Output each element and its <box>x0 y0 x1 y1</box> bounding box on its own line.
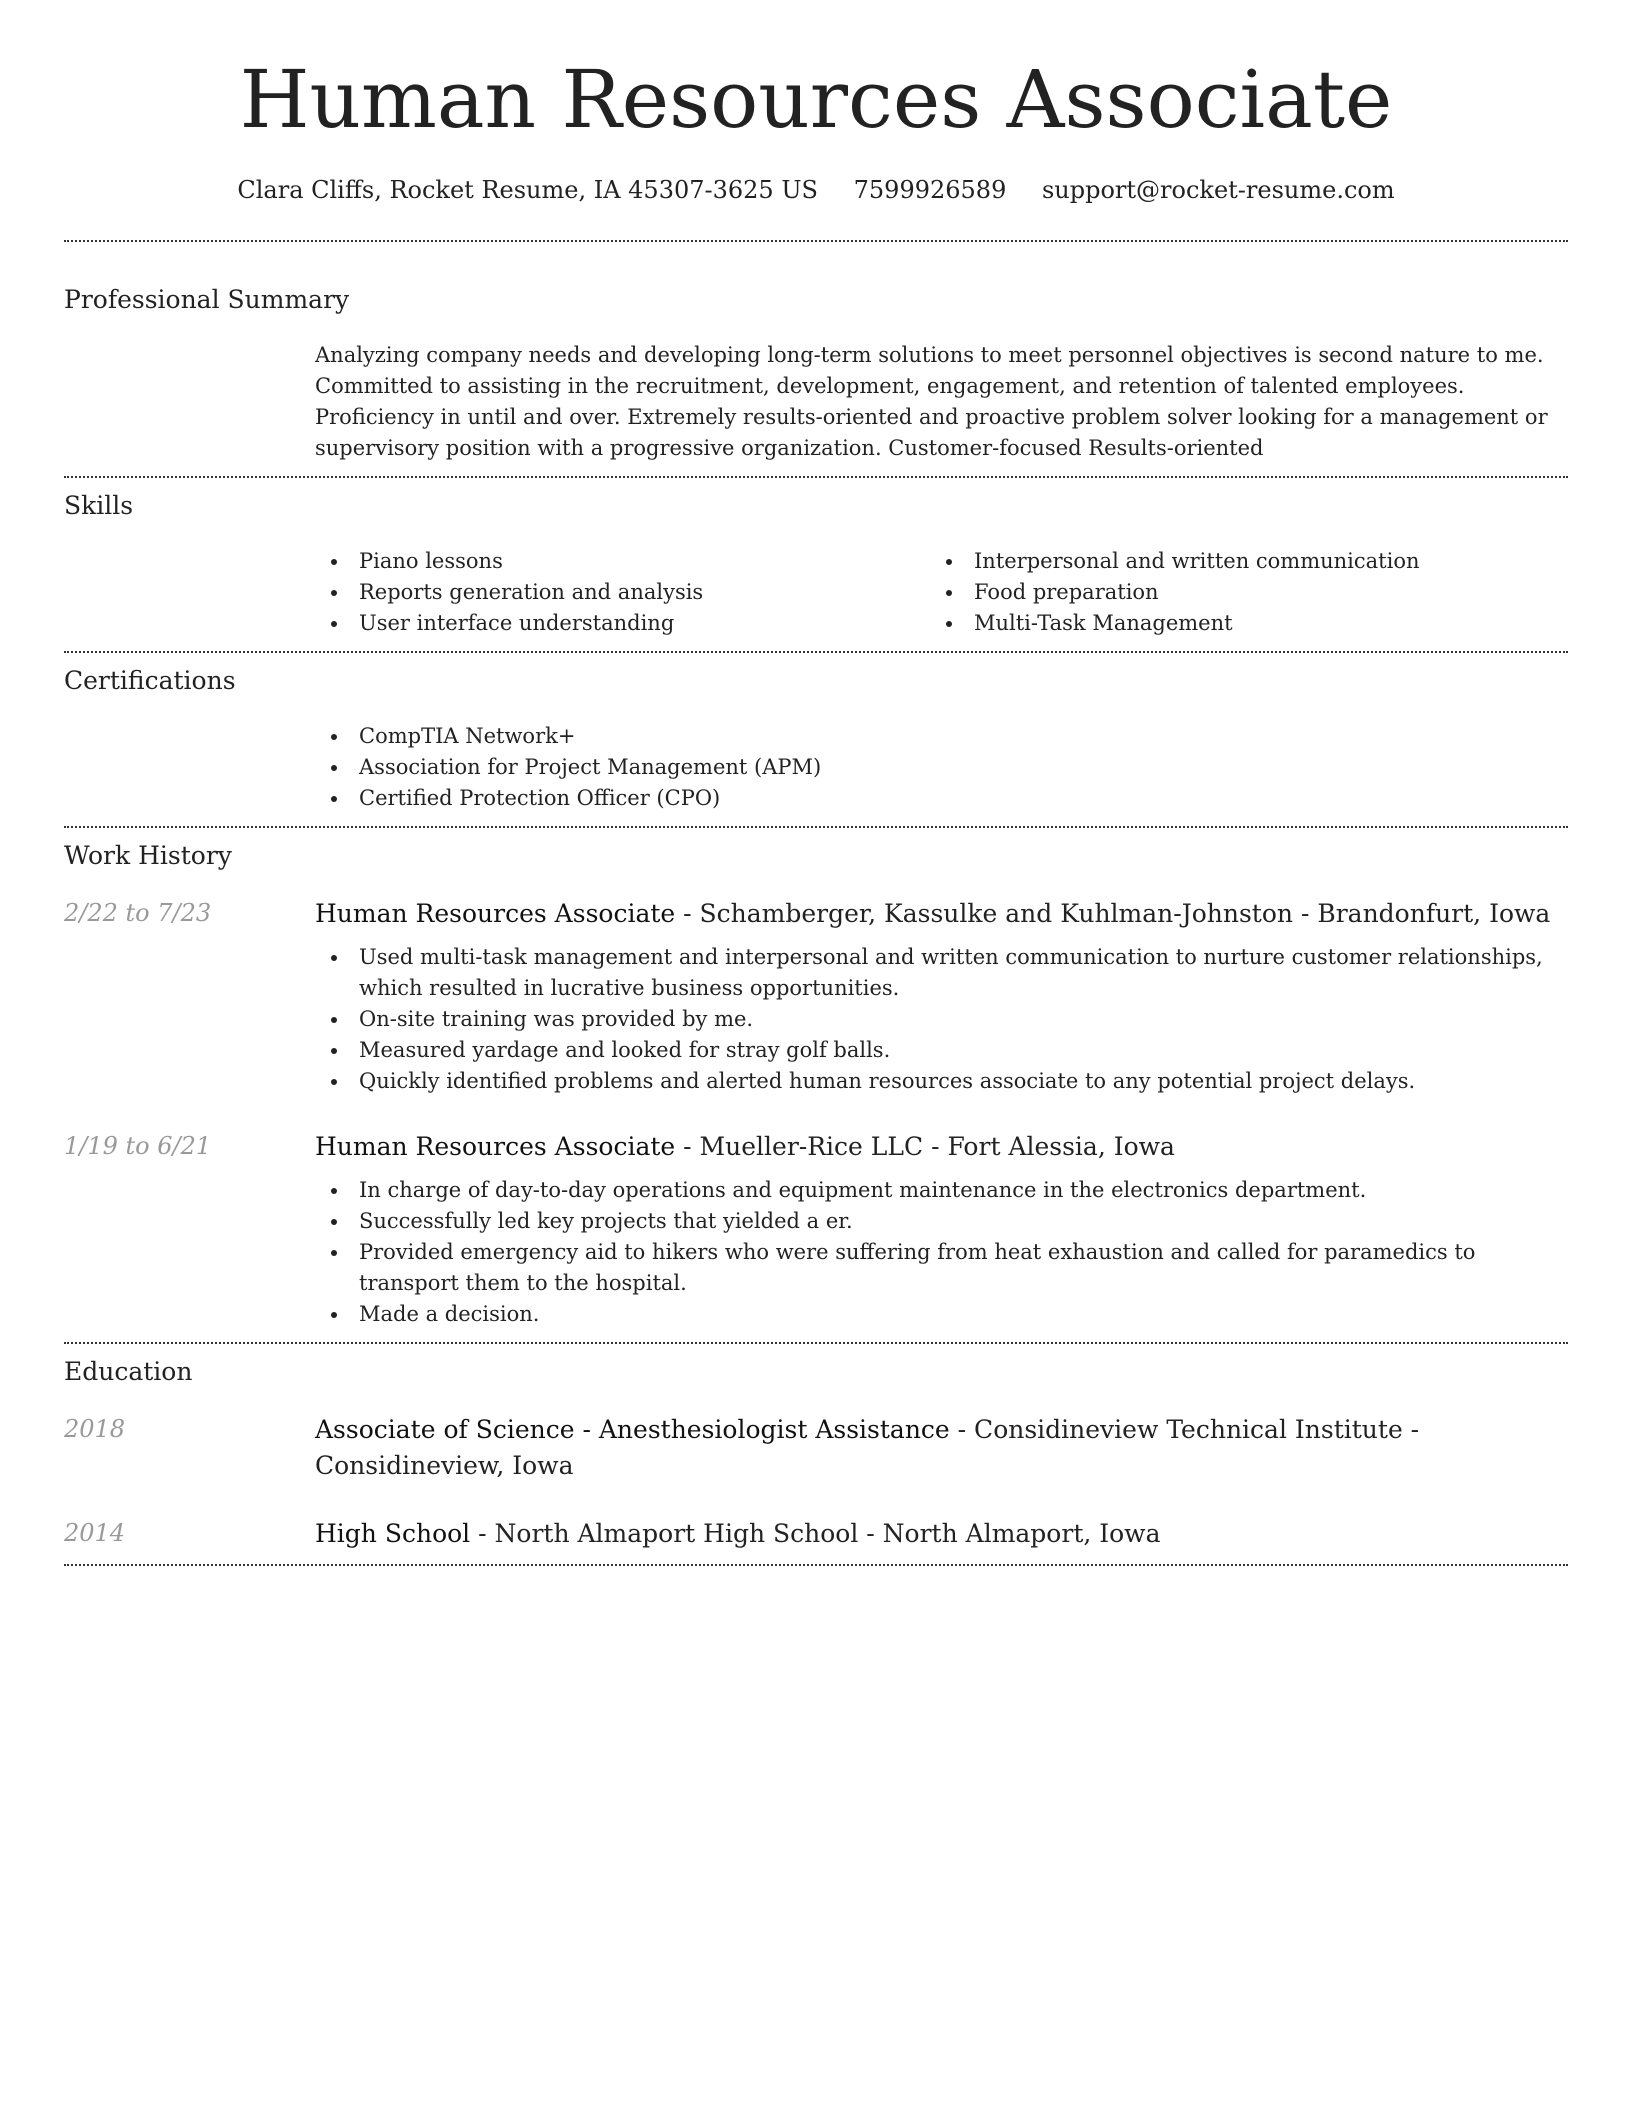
job-bullet: Provided emergency aid to hikers who were suffering from heat exhaustion and called for paramedics to transport them to the hospital. <box>315 1237 1568 1299</box>
skill-item: Piano lessons <box>315 546 930 577</box>
skills-section <box>64 478 1568 639</box>
certification-item: Certified Protection Officer (CPO) <box>315 783 1568 814</box>
job-role: Human Resources Associate <box>315 1132 676 1161</box>
job-bullet: Successfully led key projects that yielded a er. <box>315 1206 1568 1237</box>
job-bullet: Measured yardage and looked for stray golf balls. <box>315 1035 1568 1066</box>
job-dates: 2/22 to 7/23 <box>64 899 212 927</box>
certification-item: Association for Project Management (APM) <box>315 752 1568 783</box>
certification-item: CompTIA Network+ <box>315 721 1568 752</box>
certifications-section <box>64 653 1568 814</box>
skills-list-left <box>315 546 930 639</box>
job-bullet: Used multi-task management and interpersonal and written communication to nurture customer relationships, which resulted in lucrative business opportunities. <box>315 942 1568 1004</box>
job-details: - Mueller-Rice LLC - Fort Alessia, Iowa <box>675 1132 1175 1161</box>
skill-item: Food preparation <box>930 577 1545 608</box>
divider <box>64 1564 1568 1566</box>
education-year: 2018 <box>64 1415 126 1443</box>
education-section <box>64 1344 1568 1552</box>
job-heading <box>315 896 1568 932</box>
skill-item: User interface understanding <box>315 608 930 639</box>
job-bullets <box>315 942 1568 1097</box>
work-history-section <box>64 828 1568 1330</box>
skill-item: Multi-Task Management <box>930 608 1545 639</box>
job-role: Human Resources Associate <box>315 899 676 928</box>
education-heading <box>315 1516 1568 1552</box>
education-entry <box>64 1412 1568 1484</box>
job-bullet: Quickly identified problems and alerted human resources associate to any potential project delays. <box>315 1066 1568 1097</box>
job-bullet: On-site training was provided by me. <box>315 1004 1568 1035</box>
job-heading <box>315 1129 1568 1165</box>
resume-title: Human Resources Associate <box>239 53 1393 146</box>
job-entry <box>64 1129 1568 1330</box>
certifications-list <box>315 721 1568 814</box>
section-title-work-history: Work History <box>64 841 232 870</box>
contact-line <box>64 174 1568 206</box>
education-details: - Considineview Technical Institute - Considineview, Iowa <box>315 1415 1420 1480</box>
education-heading <box>315 1412 1568 1484</box>
contact-address: Clara Cliffs, Rocket Resume, IA 45307-3625 US <box>237 176 818 204</box>
education-degree: Associate of Science - Anesthesiologist Assistance <box>315 1415 950 1444</box>
section-title-summary: Professional Summary <box>64 285 350 314</box>
skill-item: Interpersonal and written communication <box>930 546 1545 577</box>
job-bullets <box>315 1175 1568 1330</box>
job-entry <box>64 896 1568 1097</box>
section-title-skills: Skills <box>64 491 134 520</box>
job-bullet: Made a decision. <box>315 1299 1568 1330</box>
education-degree: High School <box>315 1519 471 1548</box>
education-year: 2014 <box>64 1519 126 1547</box>
section-title-education: Education <box>64 1357 193 1386</box>
education-entry <box>64 1516 1568 1552</box>
section-title-certifications: Certifications <box>64 666 236 695</box>
skill-item: Reports generation and analysis <box>315 577 930 608</box>
contact-email: support@rocket-resume.com <box>1041 176 1395 204</box>
summary-section <box>64 242 1568 464</box>
summary-text: Analyzing company needs and developing long-term solutions to meet personnel objectives is second nature to me. Committed to assisting in the recruitment, development, engagement, and retention of talented employees. Proficiency in until and over. Extremely results-oriented and proactive problem solver looking for a management or supervisory position with a progressive organization. Customer-focused Results-oriented <box>315 343 1548 460</box>
job-dates: 1/19 to 6/21 <box>64 1132 212 1160</box>
job-details: - Schamberger, Kassulke and Kuhlman-Johnston - Brandonfurt, Iowa <box>675 899 1551 928</box>
job-bullet: In charge of day-to-day operations and equipment maintenance in the electronics department. <box>315 1175 1568 1206</box>
education-details: - North Almaport High School - North Almaport, Iowa <box>470 1519 1161 1548</box>
skills-list-right <box>930 546 1545 639</box>
contact-phone: 7599926589 <box>853 176 1007 204</box>
